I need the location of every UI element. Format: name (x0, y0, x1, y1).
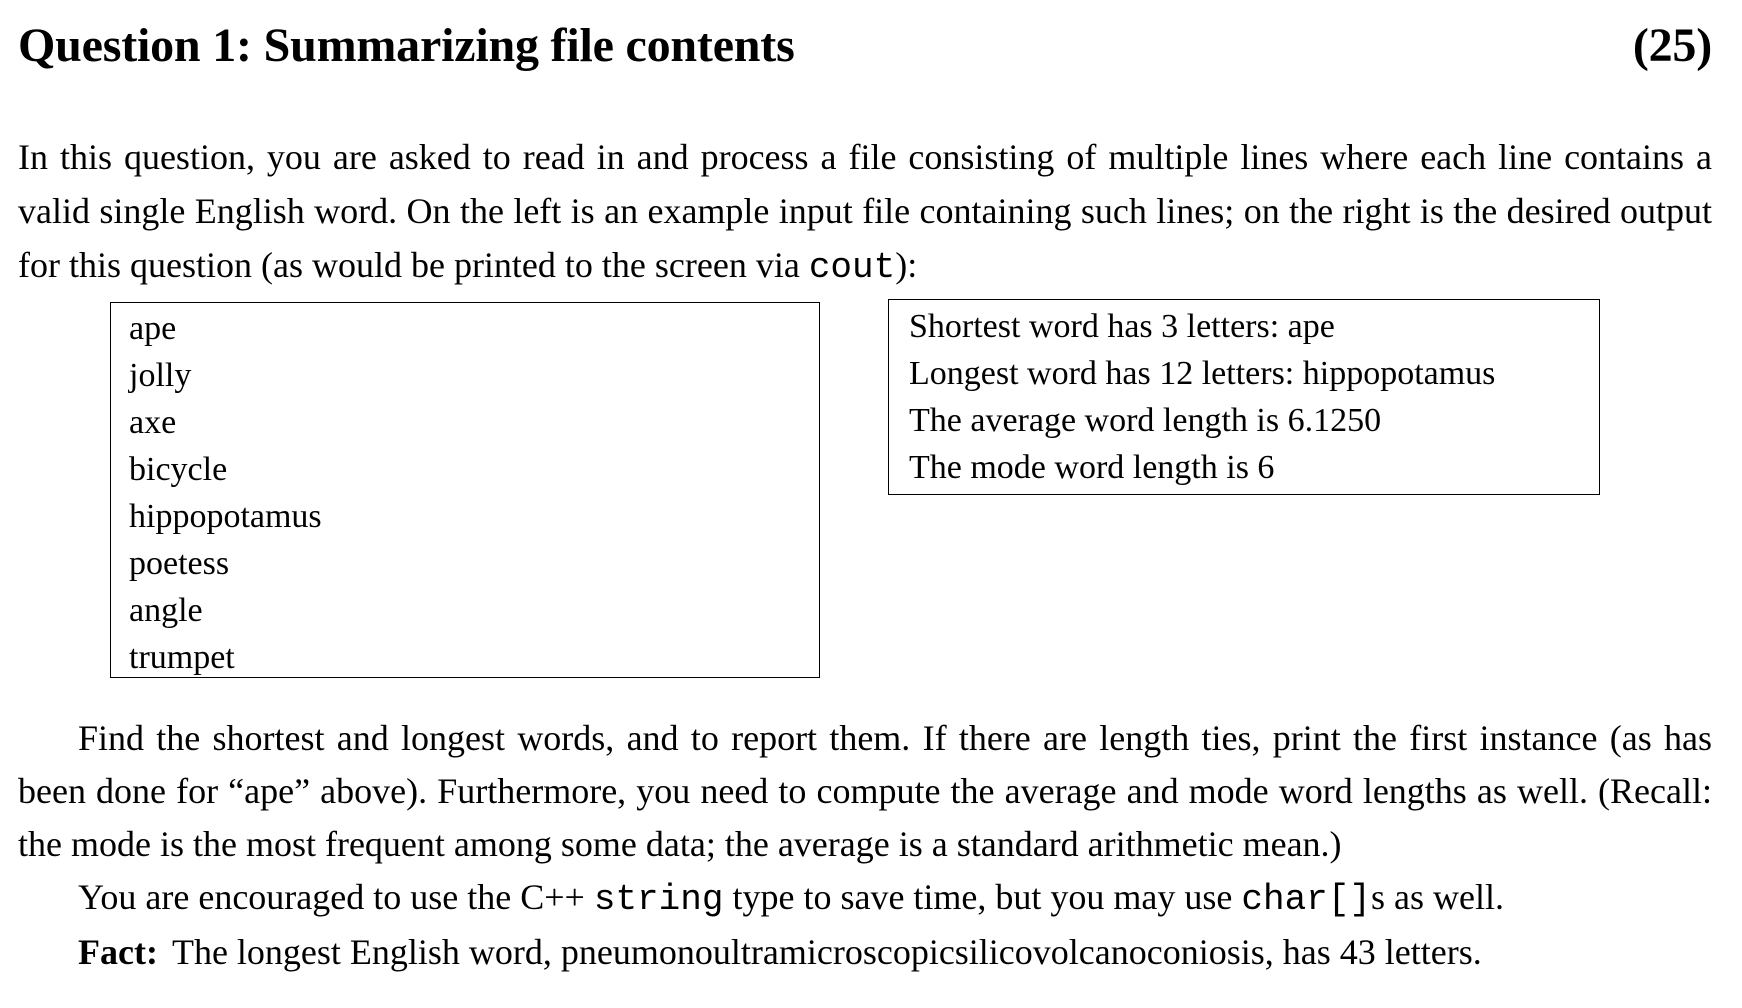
question-body (18, 712, 1712, 979)
question-title: Question 1: Summarizing file contents (18, 18, 795, 72)
intro-paragraph (18, 130, 1712, 295)
input-line: bicycle (129, 451, 228, 488)
intro-code-cout: cout (808, 247, 896, 288)
output-line-average: The average word length is 6.1250 (909, 402, 1382, 439)
input-line: angle (129, 592, 203, 629)
find-paragraph: Find the shortest and longest words, and to report them. If there are length ties, print the first instance (as has been done for “ape” above). Furthermore, you need to compute the average and mode word lengths as well. (Recall: the mode is the most frequent among some data; the average is a standard arithmetic mean.) (18, 718, 1712, 864)
code-string: string (593, 879, 724, 920)
intro-text-end: ): (895, 245, 918, 285)
input-line: axe (129, 404, 177, 441)
fact-paragraph (18, 926, 1712, 979)
fact-label: Fact: (78, 932, 158, 972)
encourage-text: You are encouraged to use the C++ (78, 877, 594, 917)
input-line: poetess (129, 545, 230, 582)
encourage-text-end: s as well. (1371, 877, 1504, 917)
output-line-longest: Longest word has 12 letters: hippopotamus (909, 355, 1496, 392)
output-line-mode: The mode word length is 6 (909, 449, 1275, 486)
question-points: (25) (1632, 18, 1712, 72)
desired-output-box (888, 299, 1600, 495)
example-input-file-box (110, 302, 820, 678)
fact-text: The longest English word, pneumonoultramicroscopicsilicovolcanoconiosis, has 43 letters. (171, 932, 1482, 972)
output-line-shortest: Shortest word has 3 letters: ape (909, 308, 1335, 345)
input-line: hippopotamus (129, 498, 322, 535)
encourage-paragraph (18, 871, 1712, 926)
intro-text: In this question, you are asked to read in and process a file consisting of multiple lines where each line contains a valid single English word. On the left is an example input file containing such lines; on the right is the desired output for this question (as would be printed to the screen via (18, 137, 1712, 285)
code-char-array: char[] (1241, 879, 1371, 920)
input-line: ape (129, 310, 177, 347)
question-header (18, 10, 1712, 80)
encourage-text-middle: type to save time, but you may use (723, 877, 1242, 917)
input-line: jolly (129, 357, 192, 394)
input-line: trumpet (129, 639, 235, 676)
